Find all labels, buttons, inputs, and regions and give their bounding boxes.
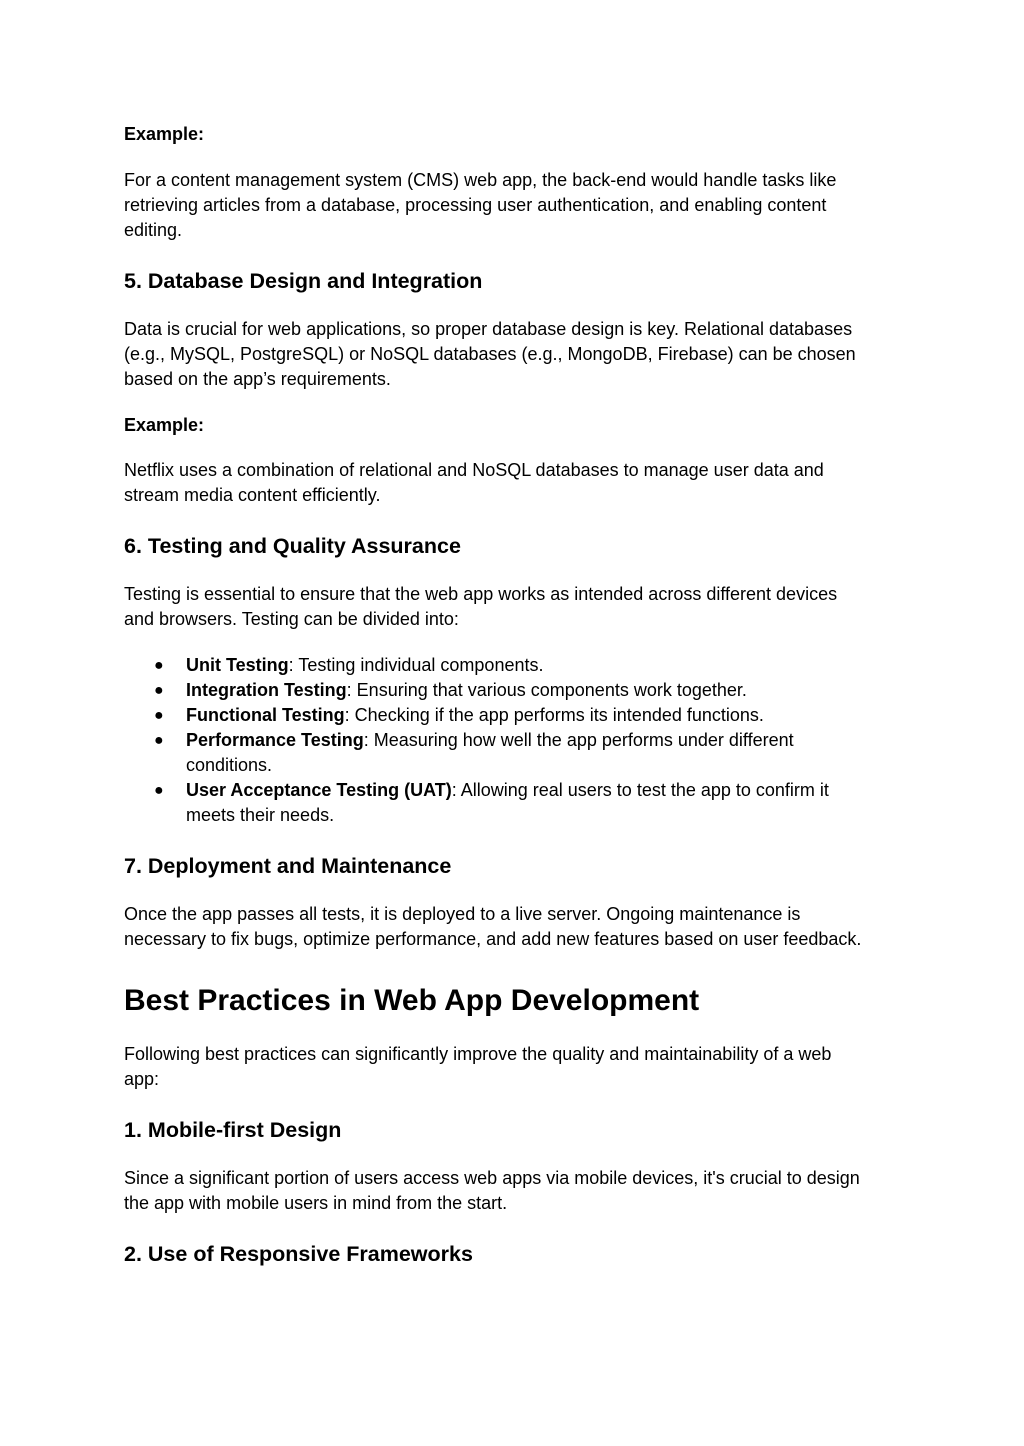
paragraph-line: Testing is essential to ensure that the web app works as intended across different devices: [124, 584, 838, 604]
bullet-icon: ●: [154, 707, 164, 724]
list-item-desc: : Checking if the app performs its intended functions.: [344, 705, 764, 725]
paragraph-line: stream media content efficiently.: [124, 485, 381, 505]
list-item-term: Unit Testing: [186, 655, 289, 675]
paragraph-line: Once the app passes all tests, it is deployed to a live server. Ongoing maintenance is: [124, 904, 801, 924]
section-heading-deployment: 7. Deployment and Maintenance: [124, 854, 452, 878]
list-item: [124, 778, 829, 828]
list-item-desc-continued: meets their needs.: [186, 805, 335, 825]
paragraph-line: retrieving articles from a database, processing user authentication, and enabling content: [124, 195, 827, 215]
section-heading-testing: 6. Testing and Quality Assurance: [124, 534, 461, 558]
list-item: [124, 678, 829, 703]
list-item: [124, 703, 829, 728]
list-item-term: Functional Testing: [186, 705, 345, 725]
list-item-desc: : Allowing real users to test the app to confirm it: [451, 780, 829, 800]
paragraph-line: the app with mobile users in mind from the start.: [124, 1193, 508, 1213]
paragraph-line: based on the app’s requirements.: [124, 369, 391, 389]
paragraph-line: Following best practices can significantly improve the quality and maintainability of a web: [124, 1044, 832, 1064]
paragraph-line: Netflix uses a combination of relational and NoSQL databases to manage user data and: [124, 460, 824, 480]
paragraph-line: app:: [124, 1069, 160, 1089]
list-item-desc: : Testing individual components.: [288, 655, 544, 675]
list-item-term: User Acceptance Testing (UAT): [186, 780, 452, 800]
paragraph-line: Since a significant portion of users access web apps via mobile devices, it's crucial to design: [124, 1168, 860, 1188]
testing-types-list: [124, 653, 829, 828]
list-item: [124, 653, 829, 678]
list-item-desc: : Measuring how well the app performs under different: [363, 730, 794, 750]
paragraph-line: editing.: [124, 220, 183, 240]
paragraph-line: and browsers. Testing can be divided into:: [124, 609, 459, 629]
list-item: [124, 728, 829, 778]
bullet-icon: ●: [154, 682, 164, 699]
list-item-desc-continued: conditions.: [186, 755, 273, 775]
section-heading-mobile-first: 1. Mobile-first Design: [124, 1118, 342, 1142]
paragraph-line: (e.g., MySQL, PostgreSQL) or NoSQL databases (e.g., MongoDB, Firebase) can be chosen: [124, 344, 856, 364]
section-heading-database: 5. Database Design and Integration: [124, 269, 483, 293]
example-label: Example:: [124, 124, 205, 144]
bullet-icon: ●: [154, 782, 164, 799]
list-item-desc: : Ensuring that various components work together.: [346, 680, 747, 700]
bullet-icon: ●: [154, 657, 164, 674]
example-label: Example:: [124, 415, 205, 435]
paragraph-line: For a content management system (CMS) web app, the back-end would handle tasks like: [124, 170, 837, 190]
bullet-icon: ●: [154, 732, 164, 749]
paragraph-line: necessary to fix bugs, optimize performance, and add new features based on user feedback.: [124, 929, 862, 949]
list-item-term: Integration Testing: [186, 680, 347, 700]
page-title: Best Practices in Web App Development: [124, 984, 700, 1017]
paragraph-line: Data is crucial for web applications, so proper database design is key. Relational databases: [124, 319, 853, 339]
section-heading-responsive: 2. Use of Responsive Frameworks: [124, 1242, 473, 1266]
list-item-term: Performance Testing: [186, 730, 364, 750]
